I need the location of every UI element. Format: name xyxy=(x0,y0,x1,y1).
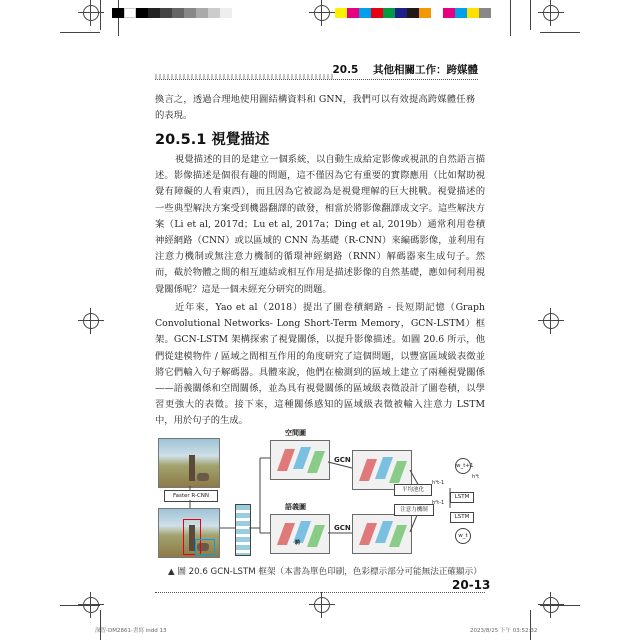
hidden-state-2: h²t-1 xyxy=(432,500,445,506)
registration-mark-right xyxy=(543,313,559,329)
paragraph-1: 視覺描述的目的是建立一個系統，以自動生成給定影像或視訊的自然語言描述。影像描述是個很有趣的問題，這不僅因為它有重要的實際應用（比如幫助視覺有障礙的人看東西），而且因為它被認為是視覺理解的巨大挑戰。視覺描述的一些典型解決方案受到機器翻譯的啟發，相當於將影像翻譯成文字。這些解決方案（Li et al, 2017d；Lu et al, 2017a；Ding et al, 2019b）通常利用卷積神經網路（CNN）或以區域的 CNN 為基礎（R-CNN）來編碼影像，並利用有注意力機制或無注意力機制的循環神經網路（RNN）解碼器來生成句子。然而，截於物體之間的相互連結或相互作用是描述影像的自然基礎，應如何利用視覺關係呢？這是一個未經充分研究的問題。 xyxy=(155,154,485,295)
crop-line xyxy=(100,610,101,640)
registration-mark-left xyxy=(83,313,99,329)
crop-line xyxy=(100,0,101,30)
registration-mark-top-right xyxy=(543,5,559,21)
semantic-graph-label: 語義圖 xyxy=(285,503,306,511)
footer-left: 深智-DM2861-書寫 indd 13 xyxy=(95,628,167,634)
attention-box: 注意力機制 xyxy=(394,504,434,516)
word-input-node: w_t xyxy=(455,528,471,544)
crop-line xyxy=(510,0,511,36)
gcn-label-2: GCN xyxy=(334,524,351,532)
crop-line xyxy=(540,605,580,606)
page-number: 20-13 xyxy=(452,578,491,592)
faster-rcnn-box: Faster R-CNN xyxy=(164,490,218,502)
word-output-node: w_t+1 xyxy=(455,458,471,474)
registration-mark-top-left xyxy=(83,5,99,21)
crop-line xyxy=(530,0,531,30)
region-relation-label: 騎 xyxy=(295,540,301,546)
crop-line xyxy=(60,605,100,606)
figure-caption: ▲ 圖 20.6 GCN-LSTM 框架（本書為單色印刷，色彩標示部分可能無法正確顯示） xyxy=(168,567,482,577)
header-title xyxy=(332,62,478,77)
page-number-rule xyxy=(155,592,485,593)
crop-line xyxy=(540,32,580,33)
header-section-title: 其他相關工作：跨媒體 xyxy=(373,64,478,76)
hidden-state-t: h¹t xyxy=(472,474,480,480)
registration-mark-top-center xyxy=(314,5,330,21)
gcn-label-1: GCN xyxy=(334,456,351,464)
lstm-box-1: LSTM xyxy=(450,492,474,503)
avg-pool-box: 平均池化 xyxy=(394,484,432,496)
running-header xyxy=(155,60,478,80)
header-rule xyxy=(155,79,478,80)
intro-paragraph: 換言之，透過合理地使用圖結構資料和 GNN，我們可以有效提高跨媒體任務的表現。 xyxy=(155,94,475,122)
registration-mark-bottom-center xyxy=(314,597,330,613)
crop-line xyxy=(118,0,119,36)
color-bar xyxy=(335,8,491,18)
hidden-state-1: h¹t-1 xyxy=(432,480,445,486)
section-heading: 20.5.1 視覺描述 xyxy=(155,132,270,148)
crop-line xyxy=(60,32,100,33)
lstm-box-2: LSTM xyxy=(450,512,474,523)
figure-gcn-lstm xyxy=(150,428,480,558)
footer-right: 2023/8/25 下午 03:52:32 xyxy=(470,628,538,634)
crop-line xyxy=(530,610,531,640)
spatial-graph-label: 空間圖 xyxy=(285,429,306,437)
grayscale-bar xyxy=(112,8,232,18)
header-section-number: 20.5 xyxy=(332,64,359,76)
paragraph-2: 近年來，Yao et al（2018）提出了圖卷積網路 - 長短期記憶（Graph Convolutional Networks- Long Short-Term Memory，GCN-LSTM）框架。GCN-LSTM 架構探索了視覺關係，以提升影像描述。如圖 20.6 所示，他們從建模物件 / 區域之間相互作用的角度研究了這個問題，以豐富區域級表徵並將它們輸入句子解碼器。具體來說，他們在檢測到的區域上建立了兩種視覺關係——語義關係和空間關係，並為具有視覺關係的區域級表徵設計了圖卷積，以學習更強大的表徵。接下來，這種關係感知的區域級表徵被輸入注意力 LSTM 中，用於句子的生成。 xyxy=(155,302,485,427)
